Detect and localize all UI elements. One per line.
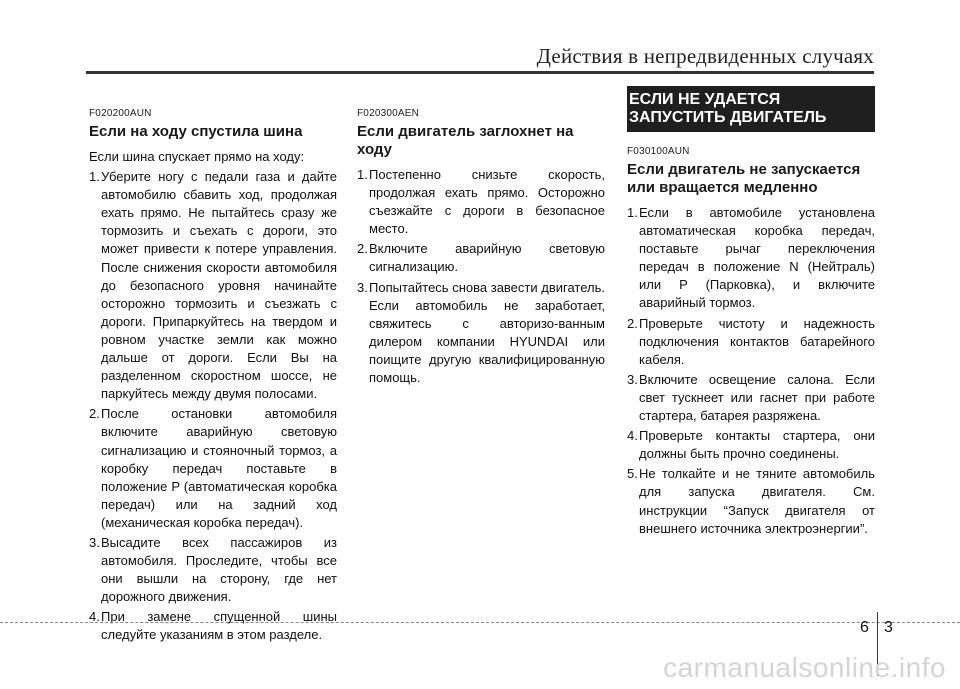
list-item: 4. При замене спущенной шины следуйте указаниям в этом разделе.: [89, 609, 337, 643]
list-item: 3. Включите освещение салона. Если свет тускнеет или гаснет при работе стартера, батарея разряжена.: [627, 371, 875, 424]
list-item: 3. Попытайтесь снова завести двигатель. Если автомобиль не заработает, свяжитесь с авторизо-ванным дилером компании HYUNDAI или поищите другую квалифицированную помощь.: [357, 279, 605, 386]
list-item: 1. Уберите ногу с педали газа и дайте автомобилю сбавить ход, продолжая ехать прямо. Не пытайтесь сразу же тормозить и съехать с дороги, это может привести к потере управления. После снижения скорости автомобиля до безопасного уровня начинайте осторожно тормозить и съезжать с дороги. Припаркуйтесь на твердом и ровном участке земли как можно дальше от дороги. Если Вы на разделенном скоростном шоссе, не паркуйтесь между двумя полосами.: [89, 169, 337, 402]
header-rule: [86, 71, 874, 74]
page-header-title: Действия в непредвиденных случаях: [536, 44, 874, 68]
list-item: 2. После остановки автомобиля включите аварийную световую сигнализацию и стояночный тормоз, а коробку передач поставьте в положение P (автоматическая коробка передач) или на задний ход (механическая коробка передач).: [89, 406, 337, 530]
section-heading: Если на ходу спустила шина: [89, 123, 303, 140]
list-item: 1. Если в автомобиле установлена автоматическая коробка передач, поставьте рычаг переключения передач в положение N (Нейтраль) или P (Парковка), и включите аварийный тормоз.: [627, 205, 875, 311]
page-number: 3: [884, 619, 893, 636]
section-heading: Если двигатель не запускается или вращается медленно: [627, 161, 861, 196]
column-flat-tire: [89, 108, 337, 647]
list-item: 2. Проверьте чистоту и надежность подключения контактов батарейного кабеля.: [627, 315, 875, 367]
section-title-box: ЕСЛИ НЕ УДАЕТСЯ ЗАПУСТИТЬ ДВИГАТЕЛЬ: [627, 86, 875, 132]
instruction-list: [89, 168, 337, 644]
column-engine-no-start: [627, 86, 875, 540]
list-item: 1. Постепенно снизьте скорость, продолжая ехать прямо. Осторожно съезжайте с дороги в безопасное место.: [357, 167, 605, 237]
intro-text: Если шина спускает прямо на ходу:: [89, 149, 305, 164]
instruction-list: [627, 204, 875, 538]
list-item: 4. Проверьте контакты стартера, они должны быть прочно соединены.: [627, 428, 875, 462]
footer-dashed-line: [0, 622, 960, 623]
list-item: 5. Не толкайте и не тяните автомобиль для запуска двигателя. См. инструкции “Запуск двигателя от внешнего источника электроэнергии”.: [627, 466, 875, 536]
section-code: F020200AUN: [89, 108, 152, 119]
section-heading: Если двигатель заглохнет на ходу: [357, 123, 574, 158]
list-item: 2. Включите аварийную световую сигнализацию.: [357, 241, 605, 275]
section-code: F030100AUN: [627, 146, 690, 157]
instruction-list: [357, 166, 605, 387]
chapter-number: 6: [860, 619, 869, 636]
watermark: carmanualsonline.info: [663, 652, 946, 683]
list-item: 3. Высадите всех пассажиров из автомобиля. Проследите, чтобы все они вышли на сторону, где нет дорожного движения.: [89, 534, 337, 605]
column-engine-stall: [357, 108, 605, 389]
section-code: F020300AEN: [357, 108, 420, 119]
